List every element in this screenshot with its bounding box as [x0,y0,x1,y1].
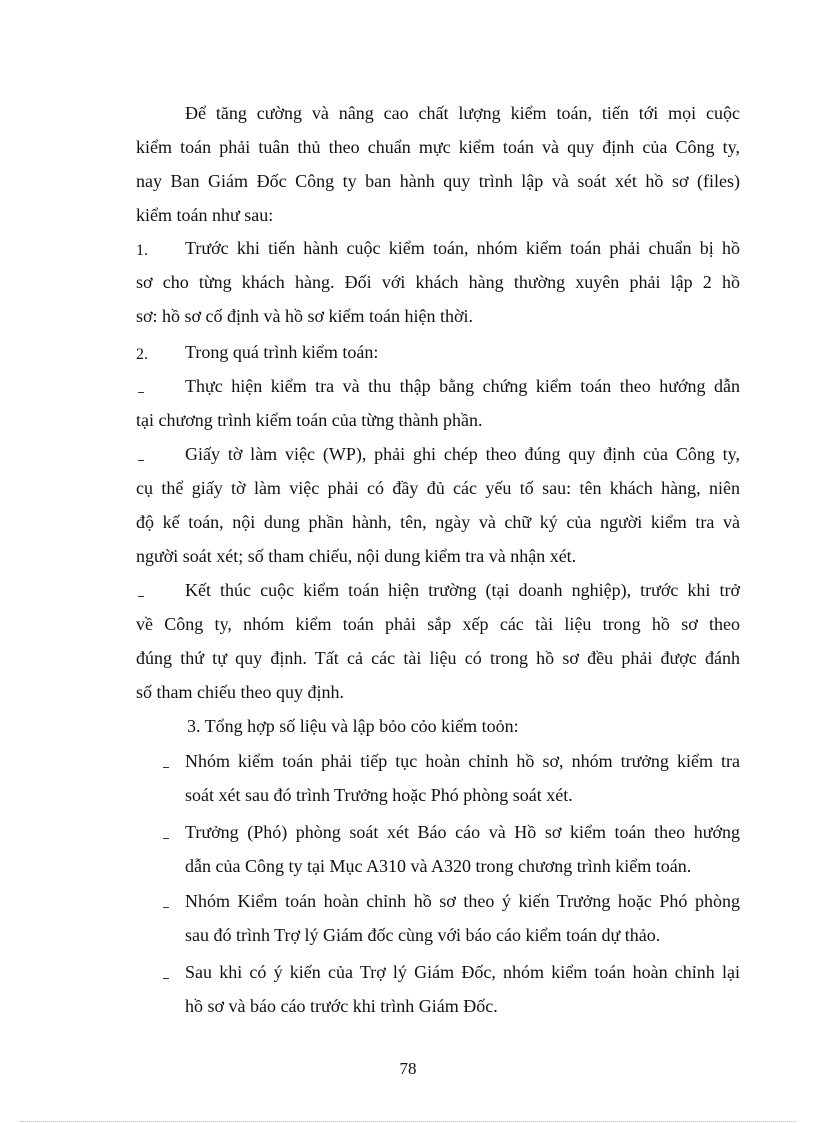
list-bullet-dash [163,767,169,768]
page-number: 78 [399,1059,417,1078]
text-line: Trước khi tiến hành cuộc kiểm toán, nhóm kiểm toán phải chuẩn bị hồ [185,238,740,258]
text-line: Thực hiện kiểm tra và thu thập bằng chứng kiểm toán theo hướng dẫn [185,376,740,396]
text-line: người soát xét; số tham chiếu, nội dung kiểm tra và nhận xét. [136,546,577,566]
text-line: hồ sơ và báo cáo trước khi trình Giám Đốc. [185,996,498,1016]
text-line: 3. Tổng hợp số liệu và lập bỏo cỏo kiểm toỏn: [187,716,519,736]
text-line: Sau khi có ý kiến của Trợ lý Giám Đốc, nhóm kiểm toán hoàn chỉnh lại [185,962,740,982]
text-line: sau đó trình Trợ lý Giám đốc cùng với báo cáo kiểm toán dự thảo. [185,925,661,945]
list-bullet-dash [163,978,169,979]
text-line: Nhóm kiểm toán phải tiếp tục hoàn chỉnh hồ sơ, nhóm trưởng kiểm tra [185,751,740,771]
text-line: số tham chiếu theo quy định. [136,682,344,702]
text-line: tại chương trình kiểm toán của từng thành phần. [136,410,483,430]
list-number: 2. [136,346,148,363]
list-bullet-dash [163,907,169,908]
footer-divider [20,1121,796,1122]
list-number: 1. [136,242,148,259]
text-line: cụ thể giấy tờ làm việc phải có đầy đủ các yếu tố sau: tên khách hàng, niên [136,478,740,498]
text-line: kiểm toán phải tuân thủ theo chuẩn mực kiểm toán và quy định của Công ty, [136,137,740,157]
text-line: Kết thúc cuộc kiểm toán hiện trường (tại doanh nghiệp), trước khi trở [185,580,740,600]
text-line: về Công ty, nhóm kiểm toán phải sắp xếp các tài liệu trong hồ sơ theo [136,614,740,634]
text-line: nay Ban Giám Đốc Công ty ban hành quy trình lập và soát xét hồ sơ (files) [136,171,740,191]
text-line: đúng thứ tự quy định. Tất cả các tài liệu có trong hồ sơ đều phải được đánh [136,648,740,668]
list-bullet-dash [163,838,169,839]
text-line: sơ cho từng khách hàng. Đối với khách hàng thường xuyên phải lập 2 hồ [136,272,740,292]
text-line: Nhóm Kiểm toán hoàn chỉnh hồ sơ theo ý kiến Trưởng hoặc Phó phòng [185,891,740,911]
list-bullet-dash [138,460,144,461]
text-line: kiểm toán như sau: [136,205,274,225]
text-line: sơ: hồ sơ cố định và hồ sơ kiểm toán hiện thời. [136,306,474,326]
text-line: Để tăng cường và nâng cao chất lượng kiểm toán, tiến tới mọi cuộc [185,103,740,123]
list-bullet-dash [138,596,144,597]
text-line: Giấy tờ làm việc (WP), phải ghi chép theo đúng quy định của Công ty, [185,444,740,464]
text-line: độ kế toán, nội dung phần hành, tên, ngày và chữ ký của người kiểm tra và [136,512,740,532]
text-line: Trưởng (Phó) phòng soát xét Báo cáo và Hồ sơ kiểm toán theo hướng [185,822,740,842]
list-bullet-dash [138,392,144,393]
text-line: soát xét sau đó trình Trưởng hoặc Phó phòng soát xét. [185,785,573,805]
text-line: Trong quá trình kiểm toán: [185,342,379,362]
text-line: dẫn của Công ty tại Mục A310 và A320 trong chương trình kiểm toán. [185,856,692,876]
